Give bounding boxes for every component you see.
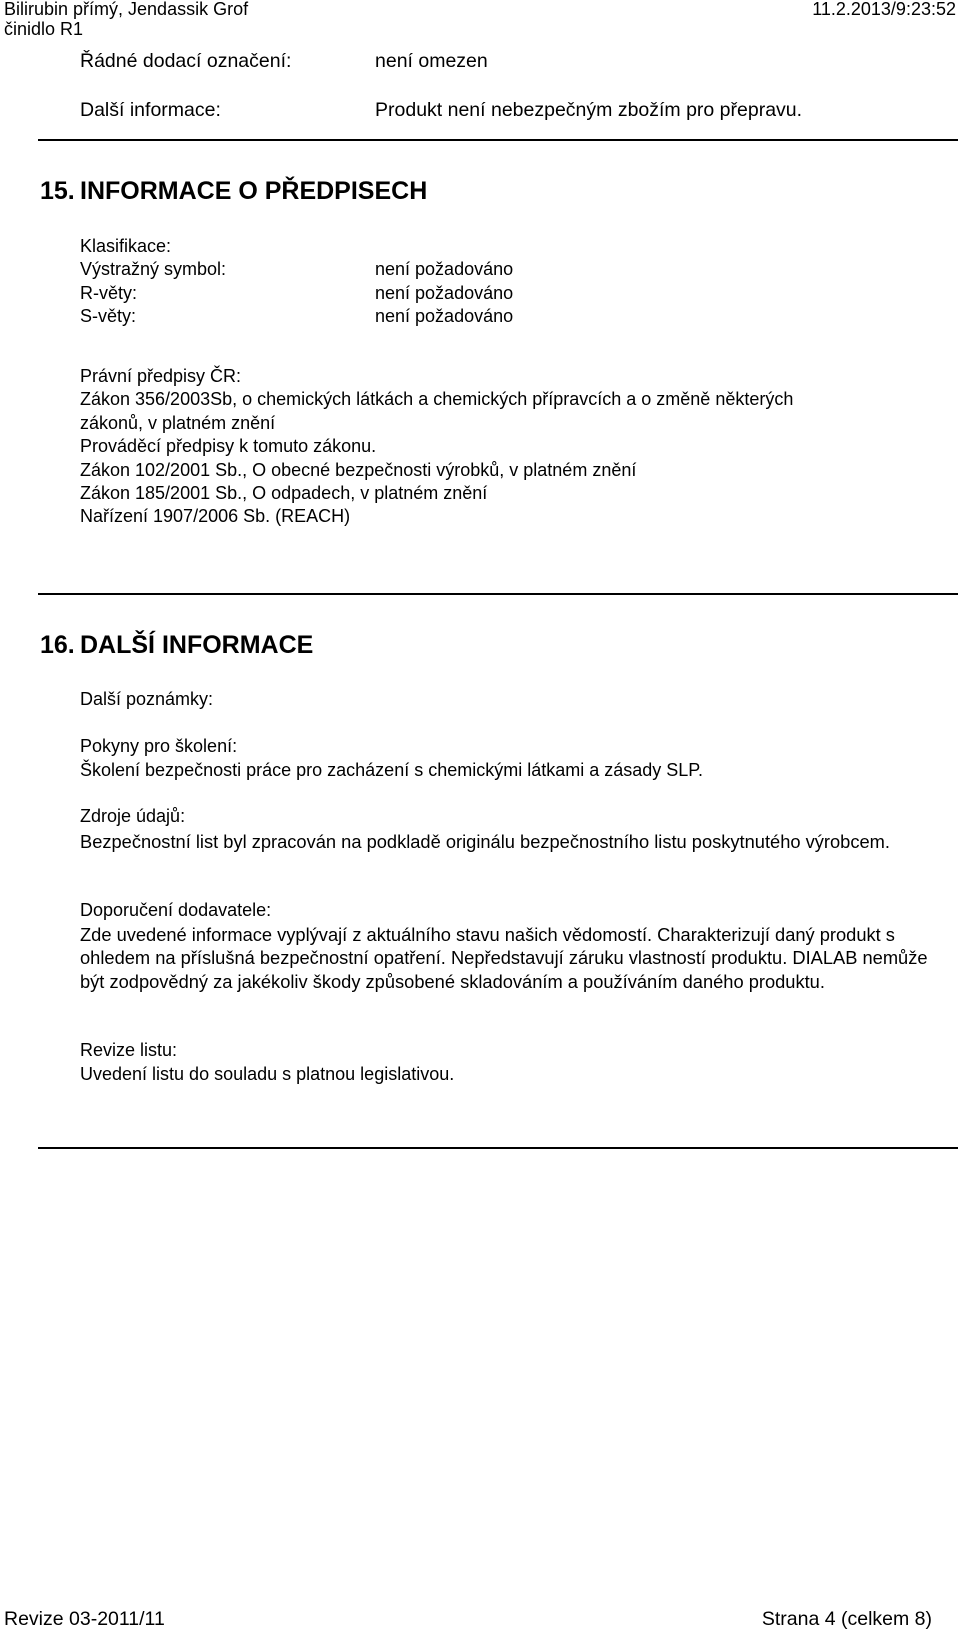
header-reagent-name: činidlo R1 [4,19,84,39]
sources-label: Zdroje údajů: [80,806,186,826]
r-phrases-label: R-věty: [80,283,138,303]
section-divider [38,593,958,595]
section15-number: 15. [40,177,75,205]
section-divider-bottom [38,1147,958,1149]
r-phrases-value: není požadováno [375,283,514,303]
s-phrases-label: S-věty: [80,306,137,326]
training-text: Školení bezpečnosti práce pro zacházení s chemickými látkami a zásady SLP. [80,760,703,780]
revision-label: Revize listu: [80,1040,178,1060]
s-phrases-value: není požadováno [375,306,514,326]
legal-heading: Právní předpisy ČR: [80,366,242,386]
header-product-name: Bilirubin přímý, Jendassik Grof [4,0,249,19]
legal-line: Zákon 356/2003Sb, o chemických látkách a chemických přípravcích a o změně některých [80,389,794,409]
section-divider-top [38,139,958,141]
notes-label: Další poznámky: [80,689,214,709]
training-label: Pokyny pro školení: [80,736,238,756]
further-info-value: Produkt není nebezpečným zbožím pro přepravu. [375,99,803,121]
footer-page-number: Strana 4 (celkem 8) [761,1608,932,1630]
legal-line: Zákon 185/2001 Sb., O odpadech, v platném znění [80,483,488,503]
footer-revision: Revize 03-2011/11 [4,1608,165,1630]
supplier-text: Zde uvedené informace vyplývají z aktuálního stavu našich vědomostí. Charakterizují daný produkt s ohledem na příslušná bezpečnostní opatření. Nepředstavují záruku vlastností produktu. DIALAB nemůže být zodpovědný za jakékoliv škody způsobené skladováním a používáním daného produktu. [80,924,928,992]
proper-name-label: Řádné dodací označení: [80,50,292,72]
sources-text: Bezpečnostní list byl zpracován na podkladě originálu bezpečnostního listu poskytnutého výrobcem. [80,831,890,852]
legal-line: Zákon 102/2001 Sb., O obecné bezpečnosti výrobků, v platném znění [80,460,637,480]
revision-text: Uvedení listu do souladu s platnou legislativou. [80,1064,455,1084]
legal-line: Nařízení 1907/2006 Sb. (REACH) [80,506,351,526]
section15-title: INFORMACE O PŘEDPISECH [80,177,428,205]
hazard-symbol-value: není požadováno [375,259,514,279]
legal-line: Prováděcí předpisy k tomuto zákonu. [80,436,377,456]
legal-line: zákonů, v platném znění [80,413,276,433]
section16-number: 16. [40,631,75,659]
classification-label: Klasifikace: [80,236,172,256]
header-datetime: 11.2.2013/9:23:52 [812,0,956,19]
section16-title: DALŠÍ INFORMACE [80,631,314,659]
hazard-symbol-label: Výstražný symbol: [80,259,227,279]
supplier-label: Doporučení dodavatele: [80,900,272,920]
further-info-label: Další informace: [80,99,221,121]
proper-name-value: není omezen [375,50,488,72]
